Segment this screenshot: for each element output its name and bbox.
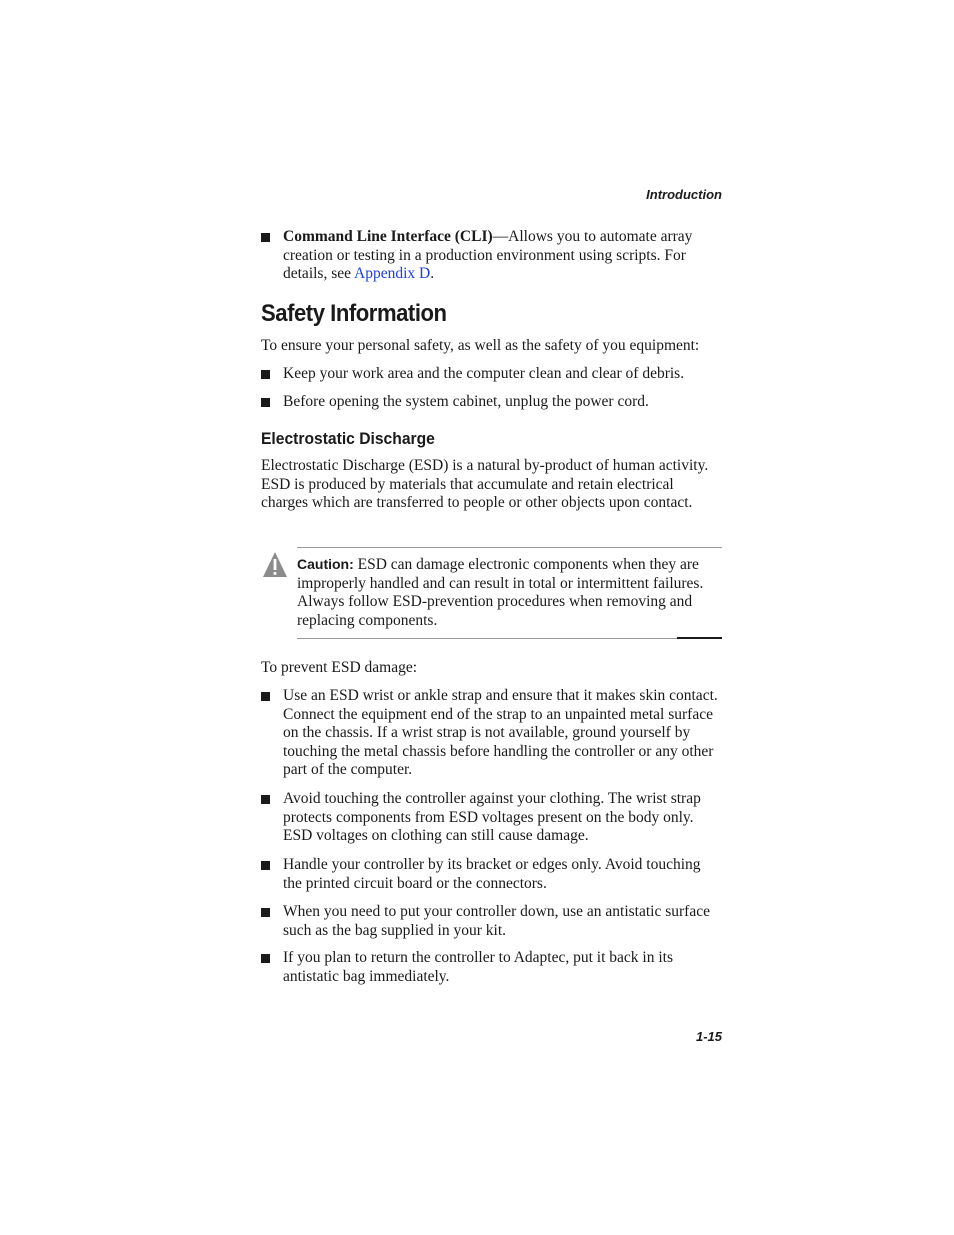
- safety-heading: Safety Information: [261, 300, 447, 327]
- cli-term: Command Line Interface (CLI): [283, 228, 493, 245]
- prevent-bullet-text: When you need to put your controller down, use an antistatic surface such as the bag supplied in your kit.: [283, 903, 710, 939]
- bullet-square-icon: [261, 861, 270, 870]
- prevent-intro: To prevent ESD damage:: [261, 659, 418, 676]
- bullet-square-icon: [261, 795, 270, 804]
- bullet-square-icon: [261, 370, 270, 379]
- safety-bullet-text: Before opening the system cabinet, unplug the power cord.: [283, 393, 649, 410]
- esd-paragraph: Electrostatic Discharge (ESD) is a natural by-product of human activity. ESD is produced by materials that accumulate and retain electrical charges which are transferred to people or other objects upon contact.: [261, 457, 709, 512]
- caution-text-block: [297, 555, 725, 630]
- cli-bullet-list: [261, 228, 723, 284]
- safety-bullet-list: [261, 365, 723, 384]
- appendix-d-link[interactable]: Appendix D: [354, 265, 431, 283]
- prevent-bullet-text: Avoid touching the controller against your clothing. The wrist strap protects components from ESD voltages present on the body only. ESD voltages on clothing can still cause damage.: [283, 790, 701, 845]
- list-item: [261, 949, 723, 986]
- bullet-square-icon: [261, 908, 270, 917]
- list-item: [261, 687, 723, 780]
- bullet-square-icon: [261, 398, 270, 407]
- list-item: [261, 903, 723, 940]
- caution-label: Caution:: [297, 556, 354, 572]
- esd-heading: Electrostatic Discharge: [261, 429, 435, 448]
- prevent-bullet-text: Handle your controller by its bracket or edges only. Avoid touching the printed circuit board or the connectors.: [283, 856, 701, 892]
- safety-heading-wrap: [261, 300, 723, 328]
- prevent-bullet-list: [261, 687, 723, 780]
- running-head: Introduction: [646, 187, 722, 202]
- cli-end: .: [430, 265, 435, 283]
- prevent-bullet-list-3: [261, 856, 723, 893]
- caution-top-rule: [297, 547, 722, 548]
- prevent-bullet-list-5: [261, 949, 723, 986]
- bullet-square-icon: [261, 233, 270, 242]
- prevent-bullet-list-2: [261, 790, 723, 846]
- warning-triangle-icon: [262, 551, 288, 578]
- bullet-square-icon: [261, 954, 270, 963]
- safety-bullet-list-2: [261, 393, 723, 412]
- esd-heading-wrap: [261, 429, 723, 449]
- caution-bottom-rule: [297, 638, 677, 639]
- page-number: 1-15: [695, 1029, 722, 1044]
- caution-bottom-rule-end: [677, 637, 722, 639]
- list-item: [261, 365, 723, 384]
- list-item: [261, 393, 723, 412]
- caution-text: ESD can damage electronic components when they are improperly handled and can result in total or intermittent failures. Always follow ESD-prevention procedures when removing and replacing components.: [297, 556, 704, 629]
- prevent-bullet-list-4: [261, 903, 723, 940]
- prevent-bullet-text: If you plan to return the controller to Adaptec, put it back in its antistatic bag immediately.: [283, 949, 673, 985]
- cli-description: —Allows you to automate array creation or testing in a production environment using scripts. For details, see: [283, 228, 693, 283]
- list-item: [261, 856, 723, 893]
- bullet-square-icon: [261, 692, 270, 701]
- list-item: [261, 790, 723, 846]
- safety-bullet-text: Keep your work area and the computer clean and clear of debris.: [283, 365, 685, 382]
- safety-intro: To ensure your personal safety, as well as the safety of you equipment:: [261, 337, 700, 354]
- list-item: [261, 228, 723, 284]
- prevent-bullet-text: Use an ESD wrist or ankle strap and ensure that it makes skin contact. Connect the equipment end of the strap to an unpainted metal surface on the chassis. If a wrist strap is not available, ground yourself by touching the metal chassis before handling the controller or any other part of the computer.: [283, 687, 718, 779]
